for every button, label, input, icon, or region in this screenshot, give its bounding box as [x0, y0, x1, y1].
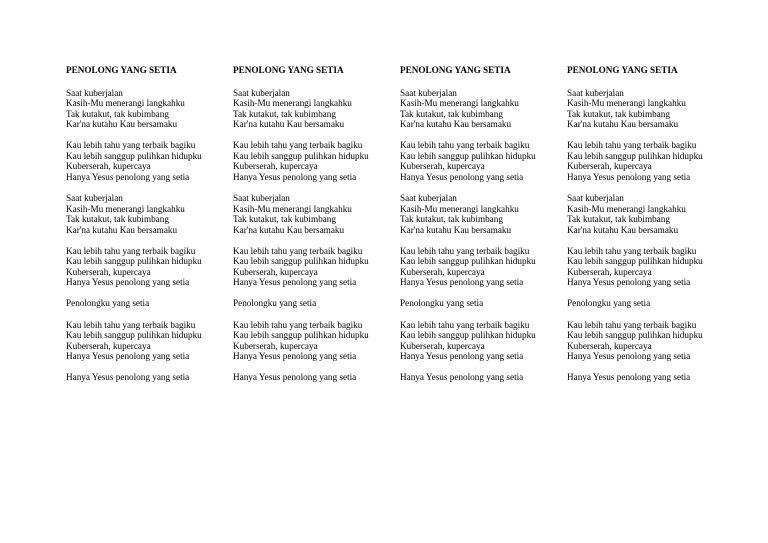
- song-title: PENOLONG YANG SETIA: [567, 65, 678, 75]
- lyrics-line: Hanya Yesus penolong yang setia: [233, 277, 357, 288]
- lyrics-line: Kau lebih sanggup pulihkan hidupku: [400, 256, 536, 267]
- lyrics-line: Penolongku yang setia: [567, 298, 651, 309]
- lyrics-stanza: [66, 193, 231, 235]
- lyrics-line: Kasih-Mu menerangi langkahku: [66, 203, 185, 214]
- lyrics-column-4: [567, 63, 732, 393]
- lyrics-line: Kau lebih sanggup pulihkan hidupku: [233, 256, 369, 267]
- song-title: PENOLONG YANG SETIA: [233, 65, 344, 75]
- lyrics-line: Hanya Yesus penolong yang setia: [567, 171, 691, 182]
- lyrics-line: Kar'na kutahu Kau bersamaku: [66, 119, 178, 130]
- lyrics-stanza: [233, 88, 398, 130]
- lyrics-line: Hanya Yesus penolong yang setia: [66, 277, 190, 288]
- lyrics-line: Kau lebih tahu yang terbaik bagiku: [567, 140, 697, 151]
- lyrics-stanza: [233, 298, 398, 309]
- song-title: PENOLONG YANG SETIA: [66, 65, 177, 75]
- lyrics-line: Tak kutakut, tak kubimbang: [567, 108, 670, 119]
- lyrics-column-1: [66, 63, 231, 393]
- lyrics-line: Kasih-Mu menerangi langkahku: [233, 203, 352, 214]
- lyrics-line: Tak kutakut, tak kubimbang: [66, 214, 169, 225]
- lyrics-line: Saat kuberjalan: [66, 193, 123, 204]
- lyrics-line: Kau lebih tahu yang terbaik bagiku: [567, 319, 697, 330]
- lyrics-line: Kuberserah, kupercaya: [400, 161, 485, 172]
- lyrics-line: Kau lebih tahu yang terbaik bagiku: [233, 140, 363, 151]
- lyrics-line: Kuberserah, kupercaya: [567, 340, 652, 351]
- lyrics-line: Kau lebih tahu yang terbaik bagiku: [233, 319, 363, 330]
- lyrics-line: Penolongku yang setia: [233, 298, 317, 309]
- lyrics-line: Kau lebih tahu yang terbaik bagiku: [66, 245, 196, 256]
- lyrics-stanza: [400, 246, 565, 288]
- lyrics-line: Kau lebih sanggup pulihkan hidupku: [400, 150, 536, 161]
- lyrics-stanza: [400, 372, 565, 383]
- lyrics-stanza: [66, 246, 231, 288]
- lyrics-line: Hanya Yesus penolong yang setia: [567, 372, 691, 383]
- lyrics-stanza: [66, 298, 231, 309]
- lyrics-line: Tak kutakut, tak kubimbang: [400, 214, 503, 225]
- lyrics-stanza: [66, 372, 231, 383]
- lyrics-line: Saat kuberjalan: [567, 87, 624, 98]
- lyrics-line: Hanya Yesus penolong yang setia: [400, 171, 524, 182]
- lyrics-line: Kar'na kutahu Kau bersamaku: [400, 119, 512, 130]
- lyrics-line: Kasih-Mu menerangi langkahku: [66, 98, 185, 109]
- lyrics-line: Kau lebih sanggup pulihkan hidupku: [233, 150, 369, 161]
- lyrics-line: Kuberserah, kupercaya: [567, 161, 652, 172]
- lyrics-line: Kau lebih sanggup pulihkan hidupku: [66, 150, 202, 161]
- lyrics-line: Kar'na kutahu Kau bersamaku: [66, 224, 178, 235]
- lyrics-line: Saat kuberjalan: [400, 193, 457, 204]
- lyrics-line: Kau lebih tahu yang terbaik bagiku: [66, 319, 196, 330]
- lyrics-line: Kasih-Mu menerangi langkahku: [567, 98, 686, 109]
- lyrics-stanza: [400, 298, 565, 309]
- lyrics-stanza: [233, 372, 398, 383]
- lyrics-line: Saat kuberjalan: [66, 87, 123, 98]
- lyrics-line: Kasih-Mu menerangi langkahku: [400, 98, 519, 109]
- lyrics-line: Tak kutakut, tak kubimbang: [66, 108, 169, 119]
- lyrics-line: Saat kuberjalan: [233, 87, 290, 98]
- lyrics-line: Tak kutakut, tak kubimbang: [567, 214, 670, 225]
- lyrics-line: Hanya Yesus penolong yang setia: [567, 351, 691, 362]
- lyrics-line: Hanya Yesus penolong yang setia: [400, 277, 524, 288]
- lyrics-line: Kuberserah, kupercaya: [233, 266, 318, 277]
- lyrics-stanza: [567, 88, 732, 130]
- lyrics-line: Kau lebih sanggup pulihkan hidupku: [567, 256, 703, 267]
- lyrics-line: Kau lebih tahu yang terbaik bagiku: [400, 319, 530, 330]
- lyrics-line: Saat kuberjalan: [567, 193, 624, 204]
- lyrics-line: Kar'na kutahu Kau bersamaku: [400, 224, 512, 235]
- lyrics-stanza: [66, 140, 231, 182]
- lyrics-line: Hanya Yesus penolong yang setia: [233, 372, 357, 383]
- lyrics-stanza: [400, 140, 565, 182]
- lyrics-stanza: [66, 88, 231, 130]
- song-title: PENOLONG YANG SETIA: [400, 65, 511, 75]
- lyrics-line: Kau lebih tahu yang terbaik bagiku: [233, 245, 363, 256]
- lyrics-line: Hanya Yesus penolong yang setia: [66, 372, 190, 383]
- lyrics-column-2: [233, 63, 398, 393]
- lyrics-line: Kar'na kutahu Kau bersamaku: [567, 119, 679, 130]
- lyrics-line: Kuberserah, kupercaya: [66, 266, 151, 277]
- lyrics-line: Tak kutakut, tak kubimbang: [400, 108, 503, 119]
- lyrics-stanza: [233, 320, 398, 362]
- lyrics-stanza: [400, 320, 565, 362]
- lyrics-line: Kar'na kutahu Kau bersamaku: [567, 224, 679, 235]
- lyrics-line: Kau lebih sanggup pulihkan hidupku: [233, 330, 369, 341]
- lyrics-line: Kau lebih sanggup pulihkan hidupku: [567, 330, 703, 341]
- lyrics-stanza: [567, 193, 732, 235]
- lyrics-line: Kuberserah, kupercaya: [66, 340, 151, 351]
- lyrics-line: Kasih-Mu menerangi langkahku: [400, 203, 519, 214]
- lyrics-stanza: [400, 88, 565, 130]
- lyrics-line: Hanya Yesus penolong yang setia: [400, 351, 524, 362]
- lyrics-stanza: [66, 320, 231, 362]
- lyrics-line: Kau lebih sanggup pulihkan hidupku: [66, 256, 202, 267]
- lyrics-line: Hanya Yesus penolong yang setia: [66, 171, 190, 182]
- lyrics-stanza: [567, 298, 732, 309]
- lyrics-stanza: [400, 193, 565, 235]
- lyrics-line: Kuberserah, kupercaya: [233, 161, 318, 172]
- lyrics-line: Kau lebih tahu yang terbaik bagiku: [567, 245, 697, 256]
- lyrics-stanza: [567, 140, 732, 182]
- lyrics-line: Kau lebih tahu yang terbaik bagiku: [400, 245, 530, 256]
- lyrics-stanza: [567, 320, 732, 362]
- lyrics-line: Hanya Yesus penolong yang setia: [233, 171, 357, 182]
- lyrics-line: Kuberserah, kupercaya: [233, 340, 318, 351]
- lyrics-line: Hanya Yesus penolong yang setia: [233, 351, 357, 362]
- lyrics-line: Saat kuberjalan: [233, 193, 290, 204]
- lyrics-column-3: [400, 63, 565, 393]
- lyrics-line: Penolongku yang setia: [400, 298, 484, 309]
- lyrics-line: Kuberserah, kupercaya: [400, 340, 485, 351]
- lyrics-line: Kau lebih sanggup pulihkan hidupku: [567, 150, 703, 161]
- lyrics-line: Kar'na kutahu Kau bersamaku: [233, 224, 345, 235]
- lyrics-stanza: [567, 246, 732, 288]
- lyrics-line: Penolongku yang setia: [66, 298, 150, 309]
- lyrics-line: Kasih-Mu menerangi langkahku: [567, 203, 686, 214]
- lyrics-line: Hanya Yesus penolong yang setia: [66, 351, 190, 362]
- lyrics-stanza: [233, 140, 398, 182]
- lyrics-line: Kuberserah, kupercaya: [567, 266, 652, 277]
- lyrics-line: Kau lebih sanggup pulihkan hidupku: [66, 330, 202, 341]
- lyrics-line: Kau lebih tahu yang terbaik bagiku: [400, 140, 530, 151]
- lyrics-stanza: [233, 246, 398, 288]
- lyrics-line: Kau lebih tahu yang terbaik bagiku: [66, 140, 196, 151]
- lyrics-line: Kuberserah, kupercaya: [66, 161, 151, 172]
- lyrics-line: Tak kutakut, tak kubimbang: [233, 108, 336, 119]
- lyrics-line: Hanya Yesus penolong yang setia: [567, 277, 691, 288]
- lyrics-line: Saat kuberjalan: [400, 87, 457, 98]
- lyrics-stanza: [567, 372, 732, 383]
- lyrics-line: Kasih-Mu menerangi langkahku: [233, 98, 352, 109]
- lyrics-line: Kau lebih sanggup pulihkan hidupku: [400, 330, 536, 341]
- lyrics-line: Hanya Yesus penolong yang setia: [400, 372, 524, 383]
- lyrics-stanza: [233, 193, 398, 235]
- lyrics-line: Tak kutakut, tak kubimbang: [233, 214, 336, 225]
- lyrics-line: Kuberserah, kupercaya: [400, 266, 485, 277]
- lyrics-line: Kar'na kutahu Kau bersamaku: [233, 119, 345, 130]
